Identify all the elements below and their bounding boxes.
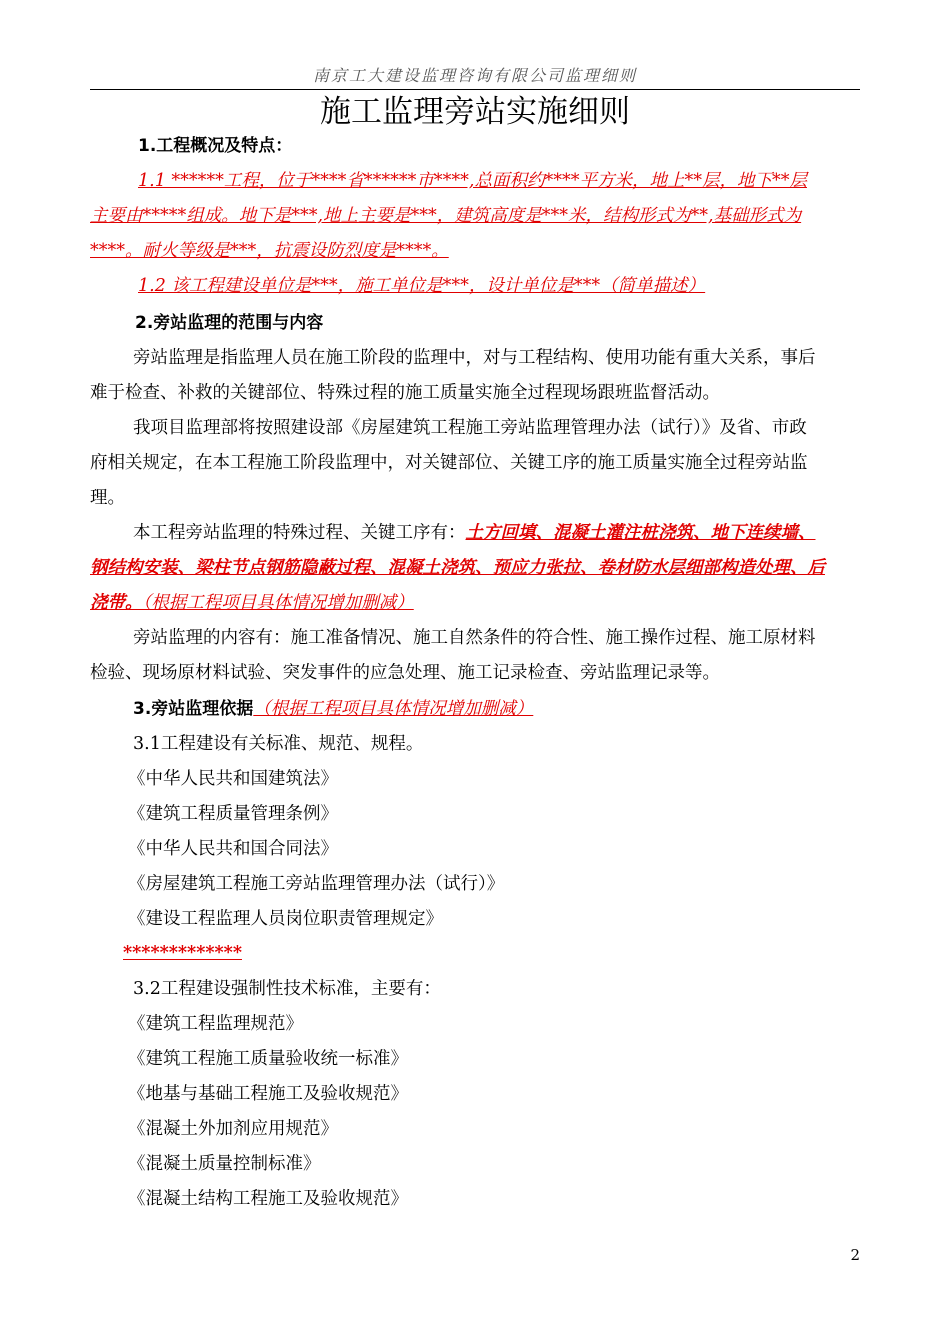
key-process-line-2 [90,555,865,581]
overview-line-1 [138,168,913,194]
basis-line-3: 理。 [90,488,125,508]
overview-text-1: 1.1 ******工程，位于****省******市****,总面积约****平方米，地上**层，地下**层 [138,171,807,191]
subsection-3-1: 3.1工程建设有关标准、规范、规程。 [133,734,424,754]
law-item: 《建筑工程质量管理条例》 [128,804,338,824]
placeholder-stars [123,940,898,966]
law-item: 《中华人民共和国合同法》 [128,839,338,859]
key-process-lead: 本工程旁站监理的特殊过程、关键工序有： [133,523,466,543]
content-line-2: 检验、现场原材料试验、突发事件的应急处理、施工记录检查、旁站监理记录等。 [90,663,720,683]
key-process-line-1 [133,520,908,546]
law-item: 《中华人民共和国建筑法》 [128,769,338,789]
standard-item: 《混凝土质量控制标准》 [128,1154,321,1174]
section-1-heading: 1.工程概况及特点： [138,136,293,156]
definition-line-1: 旁站监理是指监理人员在施工阶段的监理中，对与工程结构、使用功能有重大关系，事后 [133,348,816,368]
key-process-list-1: 土方回填、混凝土灌注桩浇筑、地下连续墙、 [465,523,816,543]
standard-item: 《建筑工程监理规范》 [128,1014,303,1034]
content-line-1: 旁站监理的内容有：施工准备情况、施工自然条件的符合性、施工操作过程、施工原材料 [133,628,816,648]
key-process-line-3 [90,590,865,616]
section-3-heading: 3.旁站监理依据 [133,699,254,719]
placeholder-stars-text: ************* [123,943,242,963]
overview-text-3: ****。耐火等级是***，抗震设防烈度是****。 [90,241,449,261]
basis-line-2: 府相关规定，在本工程施工阶段监理中，对关键部位、关键工序的施工质量实施全过程旁站监 [90,453,808,473]
section-3-heading-line [133,696,908,722]
document-title: 施工监理旁站实施细则 [320,94,630,130]
overview-line-3 [90,238,865,264]
law-item: 《房屋建筑工程施工旁站监理管理办法（试行）》 [128,874,505,894]
overview-line-2 [90,203,865,229]
page-header: 南京工大建设监理咨询有限公司监理细则 [312,66,637,85]
basis-line-1: 我项目监理部将按照建设部《房屋建筑工程施工旁站监理管理办法（试行）》及省、市政 [133,418,807,438]
standard-item: 《混凝土外加剂应用规范》 [128,1119,338,1139]
units-line [138,273,913,299]
key-process-list-2: 钢结构安装、梁柱节点钢筋隐蔽过程、混凝土浇筑、预应力张拉、卷材防水层细部构造处理、后 [90,558,825,578]
section-3-note: （根据工程项目具体情况增加删减） [253,699,534,719]
standard-item: 《建筑工程施工质量验收统一标准》 [128,1049,408,1069]
key-process-note: （根据工程项目具体情况增加删减） [142,593,414,613]
overview-text-2: 主要由*****组成。地下是***,地上主要是***，建筑高度是***米，结构形式为**,基础形式为 [90,206,802,226]
subsection-3-2: 3.2工程建设强制性技术标准，主要有： [133,979,441,999]
standard-item: 《地基与基础工程施工及验收规范》 [128,1084,408,1104]
section-2-heading: 2.旁站监理的范围与内容 [135,313,324,333]
standard-item: 《混凝土结构工程施工及验收规范》 [128,1189,408,1209]
law-item: 《建设工程监理人员岗位职责管理规定》 [128,909,443,929]
page-number: 2 [850,1246,860,1264]
definition-line-2: 难于检查、补救的关键部位、特殊过程的施工质量实施全过程现场跟班监督活动。 [90,383,720,403]
units-text: 1.2 该工程建设单位是***，施工单位是***，设计单位是***（简单描述） [138,276,706,296]
key-process-list-3: 浇带。 [90,593,143,613]
